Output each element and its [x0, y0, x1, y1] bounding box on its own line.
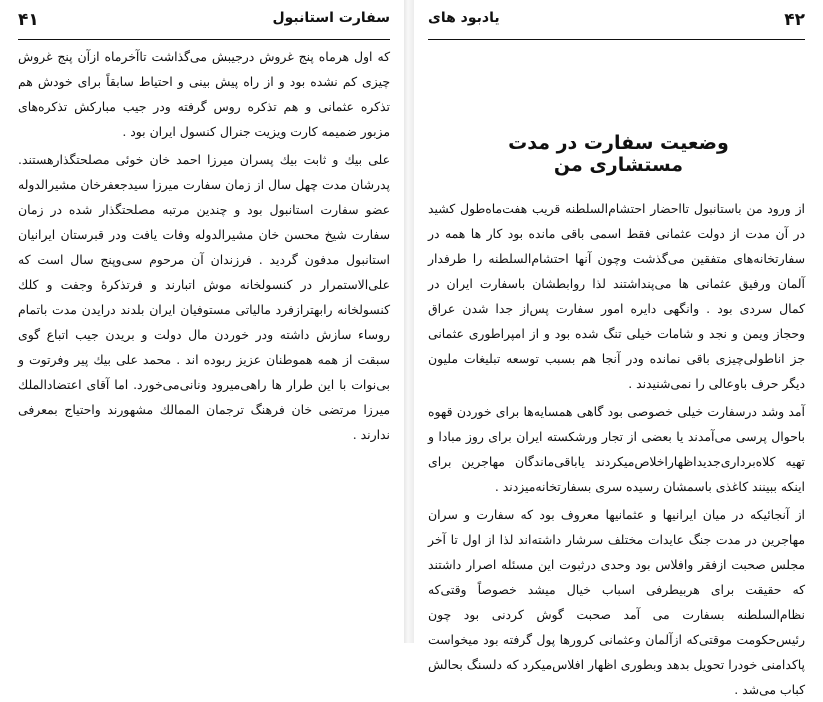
section-title: وضعیت سفارت در مدت مستشاری من: [508, 132, 729, 176]
left-page: [0, 0, 404, 643]
book-gutter: [404, 0, 414, 643]
left-running-title: سفارت استانبول: [272, 10, 390, 26]
right-header-rule: [428, 39, 805, 40]
right-page-body: [428, 196, 805, 702]
right-paragraph-3: از آنجائیکه در میان ایرانیها و عثمانیها معروف بود که سفارت و سران مهاجرین در مدت جنگ عایدات مختلف سرشار داشته‌اند لذا از اول تا آخر مجلس صحبت ازفقر وافلاس بود وحدی درثبوت این مسئله اصرار داشتند که حقیقت برای هربیطرفی اسباب خیال میشد خصوصاً وقتی‌که نظام‌السلطنه بسفارت می آمد صحبت گوش کردنی بود چون رئیس‌حکومت موقتی‌که ازآلمان وعثمانی کرورها پول گرفته بود میخواست پاکدامنی خودرا تحویل بدهد وبطوری اظهار افلاس‌میکرد که دلسنگ بحالش کباب می‌شد .: [428, 507, 805, 697]
left-page-number: ۴۱: [18, 10, 39, 30]
right-page-header: [428, 8, 805, 34]
right-running-title: یادبود های: [428, 10, 500, 26]
right-paragraph-2: آمد وشد درسفارت خیلی خصوصی بود گاهی همسایه‌ها برای خوردن قهوه باحوال پرسی می‌آمدند یا بعضی از تجار ورشکسته ایران برای روز مبادا و تهیه کلاه‌برداری‌جدیداظهاراخلاص‌میکردند یاباقی‌ماندگان مهاجرین برای اینکه ببینند کاغذی باسمشان رسیده سری بسفارتخانه‌میزدند .: [428, 404, 805, 494]
right-page-number: ۴۲: [784, 10, 805, 30]
left-paragraph-2: علی بیك و ثابت بیك پسران میرزا احمد خان خوئی مصلحتگذارهستند. پدرشان مدت چهل سال از زمان سفارت میرزا سیدجعفرخان مشیرالدوله عضو سفارت استانبول بود و چندین مرتبه مصلحتگذار شده در زمان سفارت شیخ محسن خان مشیرالدوله وفات یافت ودر قبرستان ایرانیان استانبول مدفون گردید . فرزندان آن مرحوم سی‌وپنج سال است که علی‌الاستمرار در کنسولخانه موش اتبارند و فرتذکرهٔ وجفت و کلك کنسولخانه رابهترازفرد مالیاتی مستوفیان ایران بلدند درایدن مدت باتمام روساء سازش داشته ودر خوردن مال دولت و بریدن جیب اتباع گوی سبقت از همه هموطنان عزیز ربوده اند . محمد علی بیك پیر وفرتوت و بی‌نوات با این طرار ها راهی‌میرود ونانی‌می‌خورد. اما آقای اعتضادالملك میرزا مرتضی خان فرهنگ ترجمان الممالك مشهورند واحتیاج بمعرفی ندارند .: [18, 152, 390, 442]
right-paragraph-1: از ورود من باستانبول تااحضار احتشام‌السلطنه قریب هفت‌ماه‌طول کشید در آن مدت از دولت عثمانی فقط اسمی باقی مانده بود کار ها همه در سفارتخانه‌های متفقین می‌گذشت وچون آنها احتشام‌السلطنه را طرفدار آلمان ورفیق عثمانی ها می‌پنداشتند لذا روابطشان باسفارت ایران در کمال سردی بود . وانگهی دایره امور سفارت پس‌از جدا شدن عراق وحجاز ویمن و نجد و شامات خیلی تنگ شده بود و از امپراطوری عثمانی جز اناطولی‌چیزی باقی نمانده ودر آنجا هم بسبب توسعه تبلیغات ملیون دیگر حرف باوعالی را نمی‌شنیدند .: [428, 201, 805, 391]
left-header-rule: [18, 39, 390, 40]
left-page-header: [18, 8, 390, 34]
right-page: [414, 0, 823, 697]
left-page-body: [18, 44, 390, 447]
left-paragraph-1: که اول هرماه پنج غروش درجیبش می‌گذاشت تاآخرماه ازآن پنج غروش چیزی کم نشده بود و از راه پیش بینی و احتیاط سابقاً برای خودش هم تذکره عثمانی و هم تذکره روس گرفته ودر جیب مبارکش تذکره‌های مزبور ضمیمه کارت ویزیت جنرال کنسول ایران بود .: [18, 49, 390, 139]
